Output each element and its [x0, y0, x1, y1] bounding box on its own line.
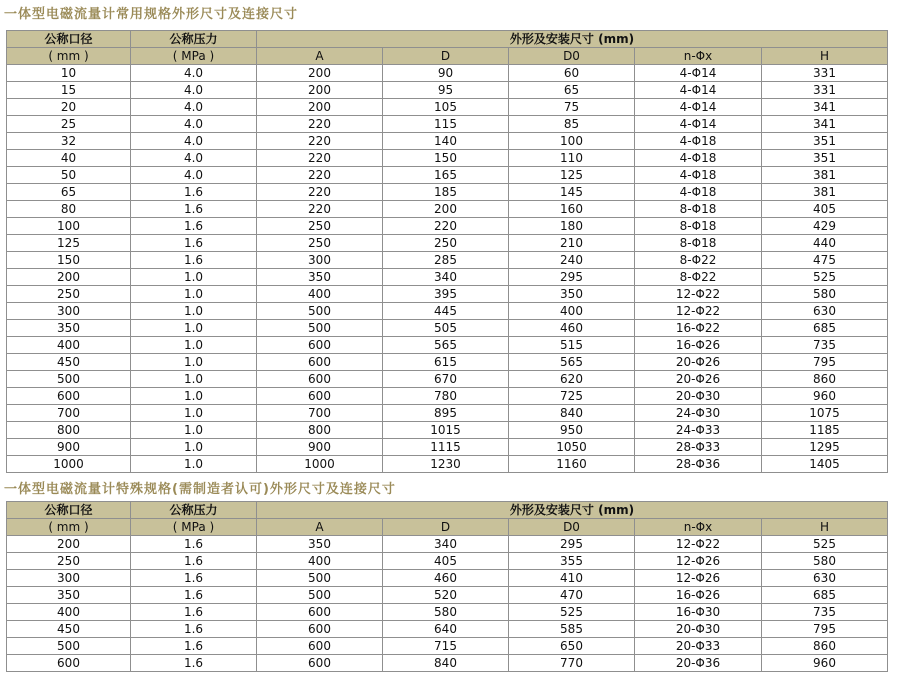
table-cell: 1230 [383, 456, 509, 473]
table-cell: 8-Φ18 [635, 218, 762, 235]
header-col-bolts: n-Φx [635, 519, 762, 536]
table-cell: 220 [257, 150, 383, 167]
table-cell: 200 [383, 201, 509, 218]
table-cell: 520 [383, 587, 509, 604]
table-cell: 1015 [383, 422, 509, 439]
table-cell: 445 [383, 303, 509, 320]
table-cell: 1295 [762, 439, 888, 456]
table-cell: 429 [762, 218, 888, 235]
table-cell: 470 [509, 587, 635, 604]
header-col-d0: D0 [509, 48, 635, 65]
table-cell: 580 [762, 553, 888, 570]
table-cell: 780 [383, 388, 509, 405]
table-cell: 840 [509, 405, 635, 422]
table-cell: 525 [509, 604, 635, 621]
table-cell: 800 [257, 422, 383, 439]
table-cell: 185 [383, 184, 509, 201]
table-cell: 20 [7, 99, 131, 116]
table-cell: 795 [762, 621, 888, 638]
table-row [7, 184, 888, 201]
table-cell: 860 [762, 371, 888, 388]
table-cell: 165 [383, 167, 509, 184]
table-cell: 4-Φ18 [635, 184, 762, 201]
header-nominal-diameter: 公称口径 [7, 31, 131, 48]
table-cell: 200 [257, 65, 383, 82]
table-cell: 565 [509, 354, 635, 371]
table-row [7, 570, 888, 587]
table-row [7, 65, 888, 82]
table-cell: 331 [762, 65, 888, 82]
table-cell: 630 [762, 570, 888, 587]
table-row [7, 337, 888, 354]
table-cell: 1160 [509, 456, 635, 473]
table-cell: 1185 [762, 422, 888, 439]
table-cell: 150 [7, 252, 131, 269]
table2-title: 一体型电磁流量计特殊规格(需制造者认可)外形尺寸及连接尺寸 [4, 482, 396, 497]
table-cell: 381 [762, 184, 888, 201]
table-cell: 4.0 [131, 82, 257, 99]
table-cell: 735 [762, 604, 888, 621]
table-cell: 100 [509, 133, 635, 150]
table-cell: 4-Φ18 [635, 150, 762, 167]
table-row [7, 133, 888, 150]
table-cell: 600 [257, 604, 383, 621]
table-cell: 600 [257, 371, 383, 388]
table-cell: 300 [7, 570, 131, 587]
table-cell: 440 [762, 235, 888, 252]
table-cell: 350 [7, 587, 131, 604]
table-cell: 381 [762, 167, 888, 184]
table-cell: 4.0 [131, 167, 257, 184]
table-cell: 4-Φ18 [635, 133, 762, 150]
table-cell: 250 [257, 235, 383, 252]
table-cell: 95 [383, 82, 509, 99]
table-cell: 700 [7, 405, 131, 422]
table-cell: 24-Φ30 [635, 405, 762, 422]
table-cell: 300 [7, 303, 131, 320]
header-pressure-unit: ( MPa ) [131, 519, 257, 536]
header-nominal-diameter: 公称口径 [7, 502, 131, 519]
table-cell: 900 [7, 439, 131, 456]
table-cell: 600 [7, 655, 131, 672]
table-cell: 400 [7, 337, 131, 354]
table-cell: 12-Φ26 [635, 553, 762, 570]
table-cell: 220 [383, 218, 509, 235]
table-cell: 585 [509, 621, 635, 638]
table-cell: 900 [257, 439, 383, 456]
table-row [7, 371, 888, 388]
table-cell: 4.0 [131, 99, 257, 116]
table-cell: 200 [7, 269, 131, 286]
table-cell: 1.0 [131, 388, 257, 405]
table-cell: 12-Φ22 [635, 303, 762, 320]
table-row [7, 82, 888, 99]
table-cell: 450 [7, 621, 131, 638]
table-cell: 240 [509, 252, 635, 269]
table-cell: 20-Φ26 [635, 354, 762, 371]
table-cell: 1.0 [131, 354, 257, 371]
table-cell: 1.6 [131, 252, 257, 269]
table-cell: 1.6 [131, 655, 257, 672]
table-cell: 90 [383, 65, 509, 82]
table-row [7, 456, 888, 473]
table-cell: 1.6 [131, 621, 257, 638]
table-cell: 600 [257, 354, 383, 371]
table-cell: 220 [257, 201, 383, 218]
table-cell: 250 [7, 286, 131, 303]
table-cell: 20-Φ33 [635, 638, 762, 655]
table-cell: 565 [383, 337, 509, 354]
table-cell: 40 [7, 150, 131, 167]
spec-table-special [6, 501, 888, 672]
table-cell: 630 [762, 303, 888, 320]
table-cell: 295 [509, 536, 635, 553]
table-row [7, 604, 888, 621]
table-cell: 450 [7, 354, 131, 371]
table-cell: 800 [7, 422, 131, 439]
table-cell: 8-Φ18 [635, 201, 762, 218]
header-diameter-unit: ( mm ) [7, 519, 131, 536]
table-cell: 525 [762, 536, 888, 553]
table-cell: 1115 [383, 439, 509, 456]
table-cell: 515 [509, 337, 635, 354]
table-cell: 340 [383, 536, 509, 553]
table-cell: 125 [7, 235, 131, 252]
table-cell: 32 [7, 133, 131, 150]
table-cell: 295 [509, 269, 635, 286]
table-cell: 715 [383, 638, 509, 655]
table-row [7, 587, 888, 604]
table-cell: 950 [509, 422, 635, 439]
table-cell: 960 [762, 388, 888, 405]
table-cell: 200 [7, 536, 131, 553]
table-row [7, 218, 888, 235]
table-cell: 28-Φ36 [635, 456, 762, 473]
table-row [7, 405, 888, 422]
table-cell: 405 [762, 201, 888, 218]
table-cell: 1.0 [131, 371, 257, 388]
table-cell: 65 [7, 184, 131, 201]
table-cell: 1.0 [131, 337, 257, 354]
table-row [7, 235, 888, 252]
table-cell: 725 [509, 388, 635, 405]
table-row [7, 303, 888, 320]
header-col-a: A [257, 48, 383, 65]
table-cell: 505 [383, 320, 509, 337]
table-cell: 500 [257, 587, 383, 604]
table1-title: 一体型电磁流量计常用规格外形尺寸及连接尺寸 [4, 7, 299, 22]
table-cell: 210 [509, 235, 635, 252]
table-cell: 220 [257, 116, 383, 133]
table-cell: 580 [762, 286, 888, 303]
table-cell: 20-Φ26 [635, 371, 762, 388]
table-cell: 1.6 [131, 570, 257, 587]
table-cell: 4-Φ14 [635, 65, 762, 82]
table-cell: 16-Φ26 [635, 337, 762, 354]
table-row [7, 388, 888, 405]
table-cell: 620 [509, 371, 635, 388]
table-cell: 110 [509, 150, 635, 167]
table-row [7, 201, 888, 218]
table-cell: 351 [762, 150, 888, 167]
table-cell: 341 [762, 99, 888, 116]
table-cell: 300 [257, 252, 383, 269]
table-cell: 600 [7, 388, 131, 405]
table-cell: 500 [257, 570, 383, 587]
table-row [7, 150, 888, 167]
table-cell: 400 [509, 303, 635, 320]
header-dimension-group: 外形及安装尺寸 (mm) [257, 502, 888, 519]
table-cell: 1.6 [131, 536, 257, 553]
header-col-d: D [383, 48, 509, 65]
table-cell: 220 [257, 167, 383, 184]
table-cell: 960 [762, 655, 888, 672]
table-row [7, 655, 888, 672]
table-cell: 615 [383, 354, 509, 371]
header-dimension-group: 外形及安装尺寸 (mm) [257, 31, 888, 48]
table-cell: 12-Φ26 [635, 570, 762, 587]
table-cell: 600 [257, 388, 383, 405]
table-cell: 220 [257, 184, 383, 201]
table-cell: 25 [7, 116, 131, 133]
table-cell: 285 [383, 252, 509, 269]
table-cell: 50 [7, 167, 131, 184]
table-cell: 460 [383, 570, 509, 587]
table-cell: 8-Φ18 [635, 235, 762, 252]
table-cell: 400 [257, 286, 383, 303]
table-cell: 735 [762, 337, 888, 354]
table-cell: 1.6 [131, 587, 257, 604]
table-cell: 4.0 [131, 65, 257, 82]
table-cell: 65 [509, 82, 635, 99]
table-row [7, 422, 888, 439]
table-cell: 125 [509, 167, 635, 184]
table-cell: 685 [762, 320, 888, 337]
table-cell: 1.0 [131, 422, 257, 439]
table-cell: 500 [7, 371, 131, 388]
table-cell: 150 [383, 150, 509, 167]
table-cell: 160 [509, 201, 635, 218]
table-cell: 525 [762, 269, 888, 286]
table-cell: 580 [383, 604, 509, 621]
table-row [7, 553, 888, 570]
table-cell: 405 [383, 553, 509, 570]
table1-body [7, 65, 888, 473]
table-cell: 770 [509, 655, 635, 672]
table-cell: 1.0 [131, 303, 257, 320]
table-cell: 250 [7, 553, 131, 570]
table-cell: 600 [257, 638, 383, 655]
table-cell: 1075 [762, 405, 888, 422]
table-cell: 700 [257, 405, 383, 422]
table-row [7, 536, 888, 553]
table-cell: 180 [509, 218, 635, 235]
table-cell: 475 [762, 252, 888, 269]
table-cell: 895 [383, 405, 509, 422]
table2-body [7, 536, 888, 672]
header-col-h: H [762, 48, 888, 65]
table-cell: 8-Φ22 [635, 252, 762, 269]
table-cell: 115 [383, 116, 509, 133]
table-cell: 331 [762, 82, 888, 99]
table-cell: 400 [257, 553, 383, 570]
table-row [7, 252, 888, 269]
table-cell: 1050 [509, 439, 635, 456]
table-cell: 4.0 [131, 150, 257, 167]
table-row [7, 269, 888, 286]
table-cell: 860 [762, 638, 888, 655]
table-cell: 1.6 [131, 218, 257, 235]
table-cell: 350 [257, 536, 383, 553]
table-cell: 1000 [7, 456, 131, 473]
table-row [7, 354, 888, 371]
table-cell: 24-Φ33 [635, 422, 762, 439]
table-cell: 340 [383, 269, 509, 286]
table-cell: 1405 [762, 456, 888, 473]
table-cell: 12-Φ22 [635, 286, 762, 303]
table-cell: 4-Φ14 [635, 99, 762, 116]
table-cell: 685 [762, 587, 888, 604]
table-cell: 28-Φ33 [635, 439, 762, 456]
table-cell: 20-Φ30 [635, 621, 762, 638]
table-cell: 640 [383, 621, 509, 638]
table-cell: 351 [762, 133, 888, 150]
table-cell: 355 [509, 553, 635, 570]
table-cell: 410 [509, 570, 635, 587]
table-cell: 650 [509, 638, 635, 655]
spec-table-common [6, 30, 888, 473]
table-cell: 1.0 [131, 286, 257, 303]
table-cell: 16-Φ22 [635, 320, 762, 337]
table-cell: 341 [762, 116, 888, 133]
table-cell: 1.6 [131, 604, 257, 621]
table-row [7, 638, 888, 655]
table-cell: 20-Φ30 [635, 388, 762, 405]
header-nominal-pressure: 公称压力 [131, 502, 257, 519]
table-cell: 600 [257, 337, 383, 354]
table-cell: 75 [509, 99, 635, 116]
table-row [7, 439, 888, 456]
table-cell: 105 [383, 99, 509, 116]
table-cell: 12-Φ22 [635, 536, 762, 553]
table-row [7, 167, 888, 184]
table-cell: 500 [257, 303, 383, 320]
table-cell: 1.6 [131, 201, 257, 218]
table-cell: 840 [383, 655, 509, 672]
header-col-bolts: n-Φx [635, 48, 762, 65]
table-cell: 200 [257, 99, 383, 116]
table-cell: 350 [7, 320, 131, 337]
table-cell: 20-Φ36 [635, 655, 762, 672]
table-cell: 4-Φ14 [635, 82, 762, 99]
header-nominal-pressure: 公称压力 [131, 31, 257, 48]
table-cell: 600 [257, 655, 383, 672]
table-cell: 4-Φ14 [635, 116, 762, 133]
table-cell: 1.0 [131, 269, 257, 286]
table-cell: 4.0 [131, 133, 257, 150]
table-cell: 4.0 [131, 116, 257, 133]
table-cell: 60 [509, 65, 635, 82]
table-cell: 10 [7, 65, 131, 82]
table-cell: 145 [509, 184, 635, 201]
table-cell: 1.0 [131, 405, 257, 422]
table-cell: 1.0 [131, 320, 257, 337]
table-cell: 16-Φ26 [635, 587, 762, 604]
header-diameter-unit: ( mm ) [7, 48, 131, 65]
table-row [7, 286, 888, 303]
table-cell: 600 [257, 621, 383, 638]
table-row [7, 320, 888, 337]
table-cell: 500 [7, 638, 131, 655]
table-cell: 400 [7, 604, 131, 621]
table-cell: 500 [257, 320, 383, 337]
table-cell: 220 [257, 133, 383, 150]
header-col-d0: D0 [509, 519, 635, 536]
table-row [7, 99, 888, 116]
table-cell: 1.0 [131, 456, 257, 473]
table-cell: 395 [383, 286, 509, 303]
table-cell: 250 [257, 218, 383, 235]
table-cell: 140 [383, 133, 509, 150]
table-cell: 1000 [257, 456, 383, 473]
table-cell: 15 [7, 82, 131, 99]
table-cell: 100 [7, 218, 131, 235]
table-cell: 250 [383, 235, 509, 252]
table-cell: 1.6 [131, 553, 257, 570]
table-cell: 350 [257, 269, 383, 286]
header-col-d: D [383, 519, 509, 536]
table-cell: 1.6 [131, 638, 257, 655]
table-cell: 670 [383, 371, 509, 388]
table-row [7, 116, 888, 133]
table-cell: 1.6 [131, 184, 257, 201]
table-cell: 200 [257, 82, 383, 99]
table-cell: 460 [509, 320, 635, 337]
table-cell: 350 [509, 286, 635, 303]
table-cell: 16-Φ30 [635, 604, 762, 621]
table-cell: 1.6 [131, 235, 257, 252]
table-cell: 80 [7, 201, 131, 218]
table-cell: 795 [762, 354, 888, 371]
header-col-h: H [762, 519, 888, 536]
header-col-a: A [257, 519, 383, 536]
table-cell: 85 [509, 116, 635, 133]
header-pressure-unit: ( MPa ) [131, 48, 257, 65]
table-cell: 8-Φ22 [635, 269, 762, 286]
table-row [7, 621, 888, 638]
table-cell: 4-Φ18 [635, 167, 762, 184]
table-cell: 1.0 [131, 439, 257, 456]
